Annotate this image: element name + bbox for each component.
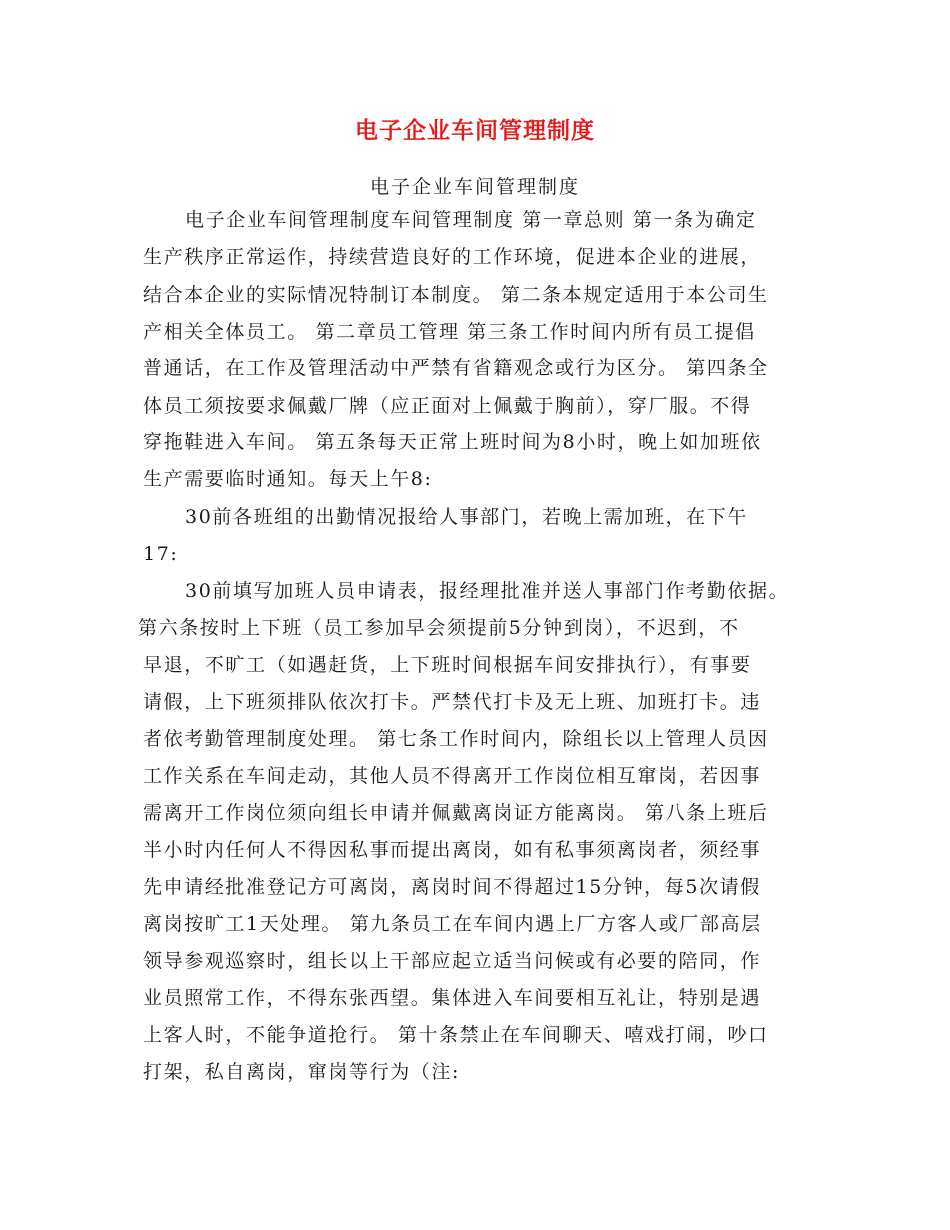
body-line: 者依考勤管理制度处理。 第七条工作时间内，除组长以上管理人员因 <box>143 728 769 750</box>
body-line: 先申请经批准登记方可离岗，离岗时间不得超过15分钟，每5次请假 <box>143 876 761 898</box>
body-line: 业员照常工作，不得东张西望。集体进入车间要相互礼让，特别是遇 <box>143 987 762 1009</box>
body-line: 打架，私自离岗，窜岗等行为（注: <box>143 1061 461 1083</box>
body-line: 电子企业车间管理制度车间管理制度 第一章总则 第一条为确定 <box>185 209 757 231</box>
body-line: 30前填写加班人员申请表，报经理批准并送人事部门作考勤依据。 <box>185 580 790 602</box>
body-line: 请假，上下班须排队依次打卡。严禁代打卡及无上班、加班打卡。违 <box>143 691 762 713</box>
body-line: 工作关系在车间走动，其他人员不得离开工作岗位相互窜岗，若因事 <box>143 765 762 787</box>
body-line: 上客人时，不能争道抢行。 第十条禁止在车间聊天、嘻戏打闹，吵口 <box>143 1024 769 1046</box>
body-line: 需离开工作岗位须向组长申请并佩戴离岗证方能离岗。 第八条上班后 <box>143 802 769 824</box>
body-line: 早退，不旷工（如遇赶货，上下班时间根据车间安排执行），有事要 <box>143 654 752 676</box>
body-line: 体员工须按要求佩戴厂牌（应正面对上佩戴于胸前），穿厂服。不得 <box>143 395 752 417</box>
body-line: 普通话，在工作及管理活动中严禁有省籍观念或行为区分。 第四条全 <box>143 357 769 379</box>
body-line: 17: <box>143 543 179 565</box>
body-line: 结合本企业的实际情况特制订本制度。 第二条本规定适用于本公司生 <box>143 284 769 306</box>
body-line: 30前各班组的出勤情况报给人事部门，若晚上需加班，在下午 <box>185 506 748 528</box>
body-line: 第六条按时上下班（员工参加早会须提前5分钟到岗），不迟到，不 <box>138 617 740 639</box>
body-line: 产相关全体员工。 第二章员工管理 第三条工作时间内所有员工提倡 <box>143 321 756 343</box>
body-line: 穿拖鞋进入车间。 第五条每天正常上班时间为8小时，晚上如加班依 <box>143 431 762 453</box>
body-line: 领导参观巡察时，组长以上干部应起立适当问候或有必要的陪同，作 <box>143 950 762 972</box>
document-subtitle: 电子企业车间管理制度 <box>369 176 580 198</box>
body-line: 半小时内任何人不得因私事而提出离岗，如有私事须离岗者，须经事 <box>143 839 762 861</box>
body-line: 生产需要临时通知。每天上午8: <box>143 468 433 490</box>
body-line: 离岗按旷工1天处理。 第九条员工在车间内遇上厂方客人或厂部高层 <box>143 913 762 935</box>
document-title: 电子企业车间管理制度 <box>355 118 595 144</box>
body-line: 生产秩序正常运作，持续营造良好的工作环境，促进本企业的进展， <box>143 246 762 268</box>
